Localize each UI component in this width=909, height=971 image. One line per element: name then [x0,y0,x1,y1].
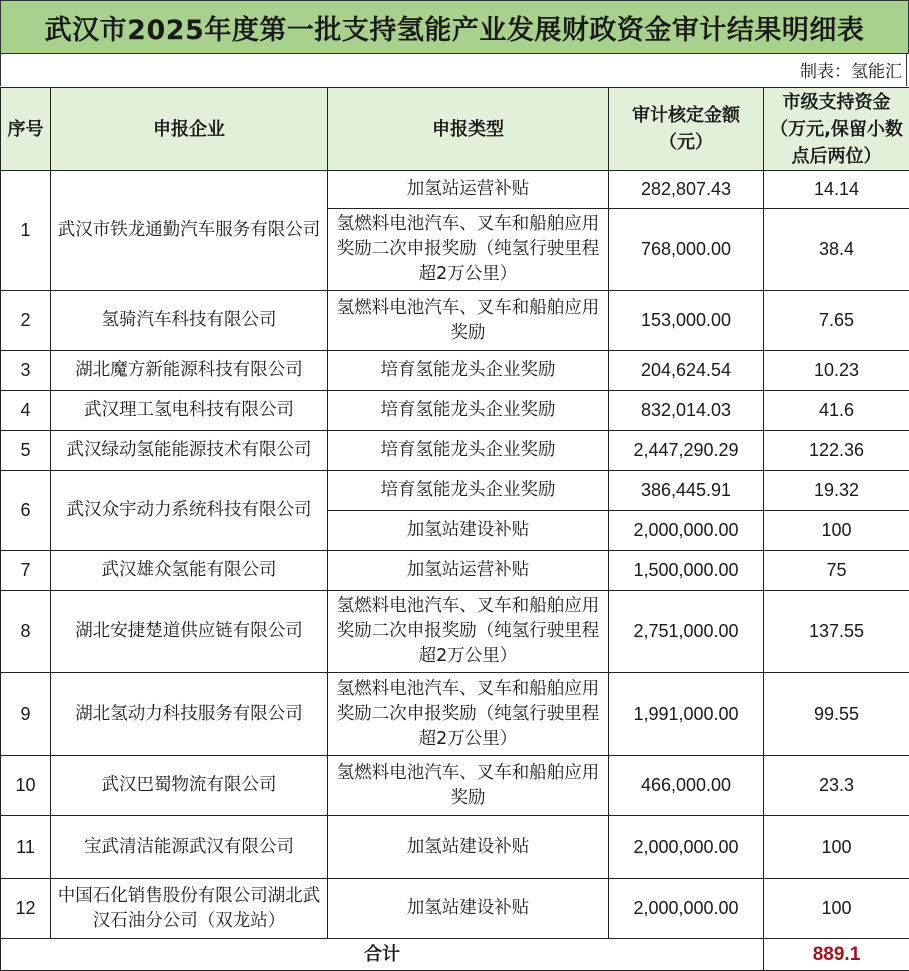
cell-type: 加氢站运营补贴 [328,551,609,591]
cell-support: 10.23 [764,351,909,391]
cell-company: 武汉巴蜀物流有限公司 [51,756,328,816]
table-row [1,816,909,879]
cell-type: 氢燃料电池汽车、叉车和船舶应用奖励 [328,756,609,816]
cell-seq: 8 [1,591,51,673]
cell-amount: 153,000.00 [609,291,764,351]
table-row [1,756,909,816]
cell-support: 100 [764,816,909,879]
cell-type: 加氢站运营补贴 [328,171,609,209]
header-support: 市级支持资金（万元,保留小数点后两位） [764,88,909,171]
cell-support: 75 [764,551,909,591]
cell-seq: 11 [1,816,51,879]
cell-company: 武汉市铁龙通勤汽车服务有限公司 [51,171,328,291]
cell-amount: 204,624.54 [609,351,764,391]
cell-type: 加氢站建设补贴 [328,879,609,939]
cell-company: 宝武清洁能源武汉有限公司 [51,816,328,879]
cell-amount: 2,000,000.00 [609,511,764,551]
table-row [1,291,909,351]
cell-company: 武汉雄众氢能有限公司 [51,551,328,591]
cell-company: 武汉绿动氢能能源技术有限公司 [51,431,328,471]
header-row [1,88,909,171]
cell-amount: 282,807.43 [609,171,764,209]
cell-company: 中国石化销售股份有限公司湖北武汉石油分公司（双龙站） [51,879,328,939]
cell-seq: 7 [1,551,51,591]
cell-support: 19.32 [764,471,909,511]
cell-amount: 768,000.00 [609,209,764,291]
table-row [1,551,909,591]
cell-amount: 2,000,000.00 [609,816,764,879]
table-row [1,471,909,511]
cell-type: 氢燃料电池汽车、叉车和船舶应用奖励二次申报奖励（纯氢行驶里程超2万公里） [328,673,609,756]
table-row [1,171,909,209]
cell-seq: 4 [1,391,51,431]
total-row [1,939,909,971]
cell-type: 培育氢能龙头企业奖励 [328,471,609,511]
cell-company: 湖北氢动力科技服务有限公司 [51,673,328,756]
header-seq: 序号 [1,88,51,171]
table-row [1,431,909,471]
cell-amount: 1,991,000.00 [609,673,764,756]
cell-type: 培育氢能龙头企业奖励 [328,391,609,431]
cell-amount: 1,500,000.00 [609,551,764,591]
cell-company: 武汉众宇动力系统科技有限公司 [51,471,328,551]
cell-amount: 466,000.00 [609,756,764,816]
cell-support: 137.55 [764,591,909,673]
cell-amount: 2,000,000.00 [609,879,764,939]
cell-seq: 1 [1,171,51,291]
total-label: 合计 [1,939,764,971]
cell-support: 14.14 [764,171,909,209]
table-row [1,673,909,756]
table-maker-credit: 制表：氢能汇 [0,53,907,86]
cell-support: 38.4 [764,209,909,291]
cell-type: 培育氢能龙头企业奖励 [328,351,609,391]
cell-support: 23.3 [764,756,909,816]
cell-seq: 9 [1,673,51,756]
header-company: 申报企业 [51,88,328,171]
cell-company: 湖北魔方新能源科技有限公司 [51,351,328,391]
cell-type: 培育氢能龙头企业奖励 [328,431,609,471]
cell-amount: 2,447,290.29 [609,431,764,471]
cell-support: 41.6 [764,391,909,431]
cell-seq: 6 [1,471,51,551]
cell-seq: 5 [1,431,51,471]
table-row [1,879,909,939]
cell-type: 加氢站建设补贴 [328,816,609,879]
cell-company: 湖北安捷楚道供应链有限公司 [51,591,328,673]
table-row [1,391,909,431]
total-value: 889.1 [764,939,909,971]
cell-seq: 2 [1,291,51,351]
cell-support: 122.36 [764,431,909,471]
cell-support: 100 [764,511,909,551]
cell-type: 氢燃料电池汽车、叉车和船舶应用奖励二次申报奖励（纯氢行驶里程超2万公里） [328,591,609,673]
cell-seq: 12 [1,879,51,939]
table-row [1,591,909,673]
cell-company: 武汉理工氢电科技有限公司 [51,391,328,431]
cell-type: 氢燃料电池汽车、叉车和船舶应用奖励 [328,291,609,351]
header-amount: 审计核定金额（元） [609,88,764,171]
cell-seq: 10 [1,756,51,816]
table-row [1,351,909,391]
cell-support: 100 [764,879,909,939]
cell-amount: 832,014.03 [609,391,764,431]
cell-type: 氢燃料电池汽车、叉车和船舶应用奖励二次申报奖励（纯氢行驶里程超2万公里） [328,209,609,291]
header-type: 申报类型 [328,88,609,171]
audit-results-table [0,87,909,971]
cell-support: 7.65 [764,291,909,351]
cell-company: 氢骑汽车科技有限公司 [51,291,328,351]
cell-amount: 2,751,000.00 [609,591,764,673]
cell-seq: 3 [1,351,51,391]
cell-amount: 386,445.91 [609,471,764,511]
cell-type: 加氢站建设补贴 [328,511,609,551]
cell-support: 99.55 [764,673,909,756]
sheet-title: 武汉市2025年度第一批支持氢能产业发展财政资金审计结果明细表 [0,0,909,54]
